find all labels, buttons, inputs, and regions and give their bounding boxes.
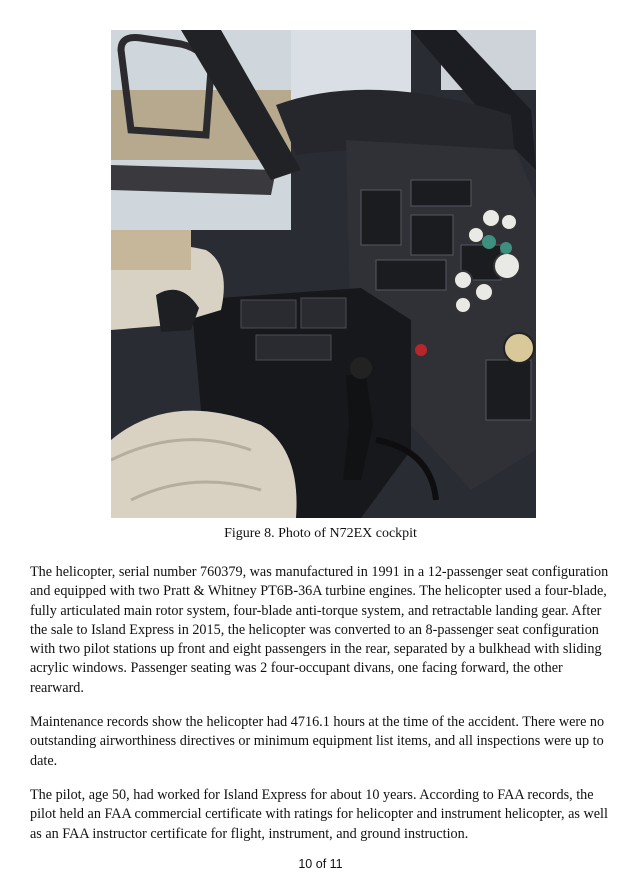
paragraph-pilot-background: The pilot, age 50, had worked for Island Express for about 10 years. According to FAA records, the pilot held an FAA commercial certificate with ratings for helicopter and instrument helicopter, as well as an FAA instructor certificate for flight, instrument, and ground instruction. xyxy=(30,787,608,842)
figure-caption: Figure 8. Photo of N72EX cockpit xyxy=(224,526,417,541)
paragraph-aircraft-description: The helicopter, serial number 760379, was manufactured in 1991 in a 12-passenger seat configuration and equipped with two Pratt & Whitney PT6B-36A turbine engines. The helicopter used a four-blade, fully articulated main rotor system, four-blade anti-torque system, and retractable landing gear. After the sale to Island Express in 2015, the helicopter was converted to an 8-passenger seat configuration with two pilot stations up front and eight passengers in the rear, separated by a bulkhead with sliding acrylic windows. Passenger seating was 2 four-occupant divans, one facing forward, the other rearward. xyxy=(30,564,609,696)
paragraph-maintenance-records: Maintenance records show the helicopter had 4716.1 hours at the time of the accident. There were no outstanding airworthiness directives or minimum equipment list items, and all inspections were up to date. xyxy=(30,714,605,769)
cockpit-illustration xyxy=(111,30,536,518)
page-number: 10 of 11 xyxy=(298,857,343,871)
cockpit-photo xyxy=(111,30,536,518)
